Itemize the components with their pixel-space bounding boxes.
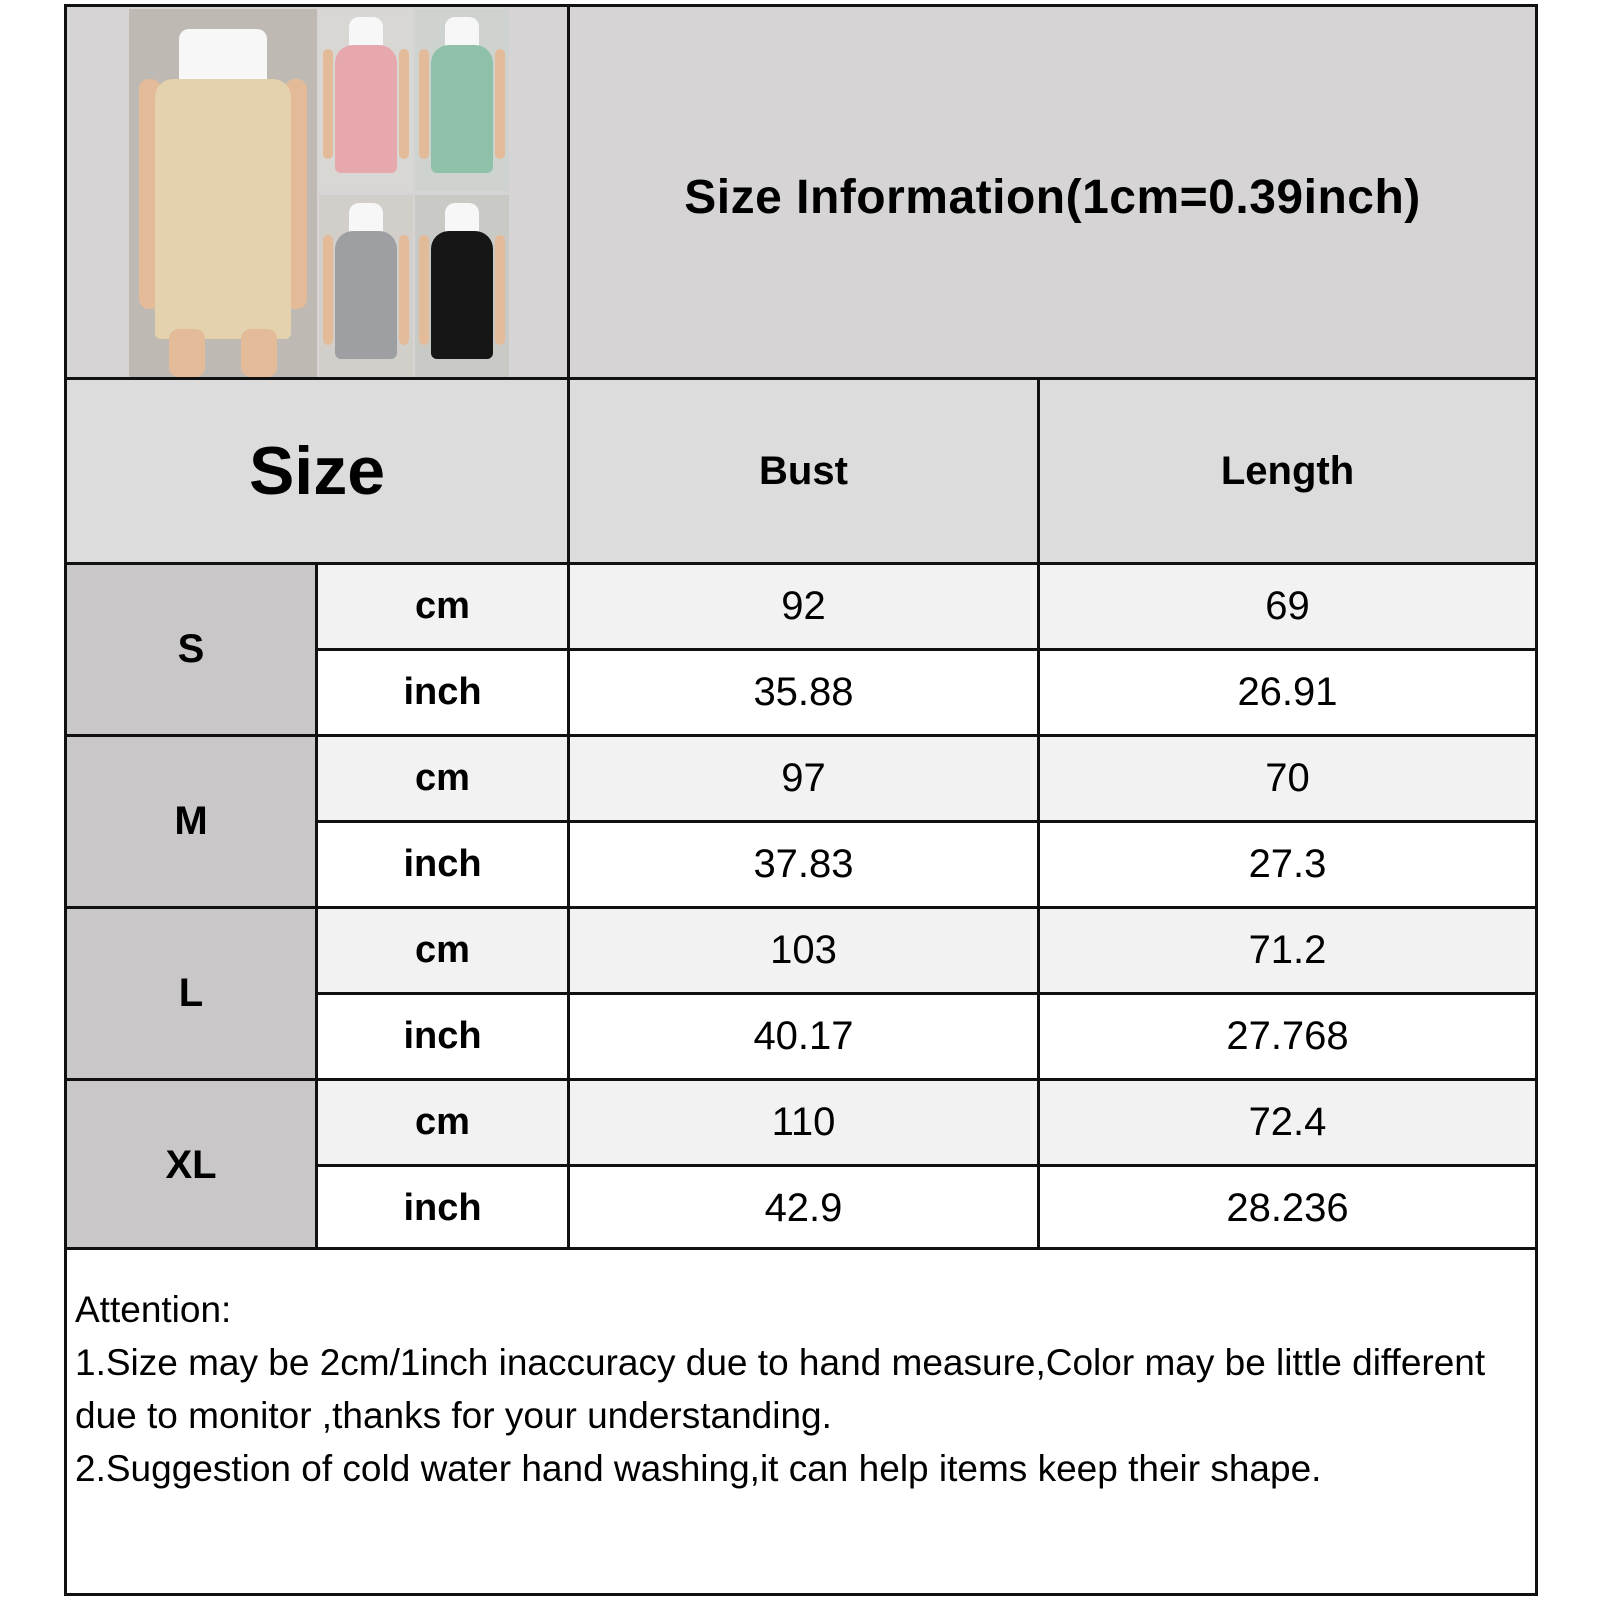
bust-value: 37.83	[570, 823, 1037, 906]
bust-value: 92	[570, 565, 1037, 648]
unit-label: cm	[318, 737, 567, 820]
romper-khaki	[155, 79, 291, 339]
product-photo-collage	[129, 9, 509, 377]
size-label: L	[67, 909, 315, 1078]
length-value: 27.3	[1040, 823, 1535, 906]
length-value: 69	[1040, 565, 1535, 648]
attention-line-1: 1.Size may be 2cm/1inch inaccuracy due to hand measure,Color may be little different due to monitor ,thanks for your understanding.	[75, 1342, 1486, 1436]
product-photo-green	[415, 9, 509, 191]
unit-label: inch	[318, 1167, 567, 1250]
unit-label: cm	[318, 1081, 567, 1164]
romper-grey	[335, 231, 397, 359]
romper-pink	[335, 45, 397, 173]
bust-column-header: Bust	[570, 380, 1037, 562]
size-chart	[64, 4, 1538, 1596]
size-label: XL	[67, 1081, 315, 1250]
romper-green	[431, 45, 493, 173]
bust-value: 35.88	[570, 651, 1037, 734]
length-value: 70	[1040, 737, 1535, 820]
product-photo-grey	[319, 195, 413, 377]
length-value: 26.91	[1040, 651, 1535, 734]
size-label: S	[67, 565, 315, 734]
bust-value: 110	[570, 1081, 1037, 1164]
attention-heading: Attention:	[75, 1289, 232, 1330]
product-photo-khaki	[129, 9, 317, 377]
product-photo-black	[415, 195, 509, 377]
size-label: M	[67, 737, 315, 906]
bust-value: 97	[570, 737, 1037, 820]
unit-label: cm	[318, 909, 567, 992]
product-photo-pink	[319, 9, 413, 191]
romper-black	[431, 231, 493, 359]
length-value: 71.2	[1040, 909, 1535, 992]
unit-label: cm	[318, 565, 567, 648]
length-value: 72.4	[1040, 1081, 1535, 1164]
length-value: 27.768	[1040, 995, 1535, 1078]
size-info-title: Size Information(1cm=0.39inch)	[570, 7, 1535, 377]
unit-label: inch	[318, 823, 567, 906]
attention-line-2: 2.Suggestion of cold water hand washing,it can help items keep their shape.	[75, 1448, 1322, 1489]
length-column-header: Length	[1040, 380, 1535, 562]
product-photo-panel	[67, 7, 567, 377]
unit-label: inch	[318, 995, 567, 1078]
bust-value: 40.17	[570, 995, 1037, 1078]
size-column-header: Size	[67, 380, 567, 562]
attention-notes	[75, 1283, 1525, 1495]
length-value: 28.236	[1040, 1167, 1535, 1250]
bust-value: 103	[570, 909, 1037, 992]
bust-value: 42.9	[570, 1167, 1037, 1250]
unit-label: inch	[318, 651, 567, 734]
